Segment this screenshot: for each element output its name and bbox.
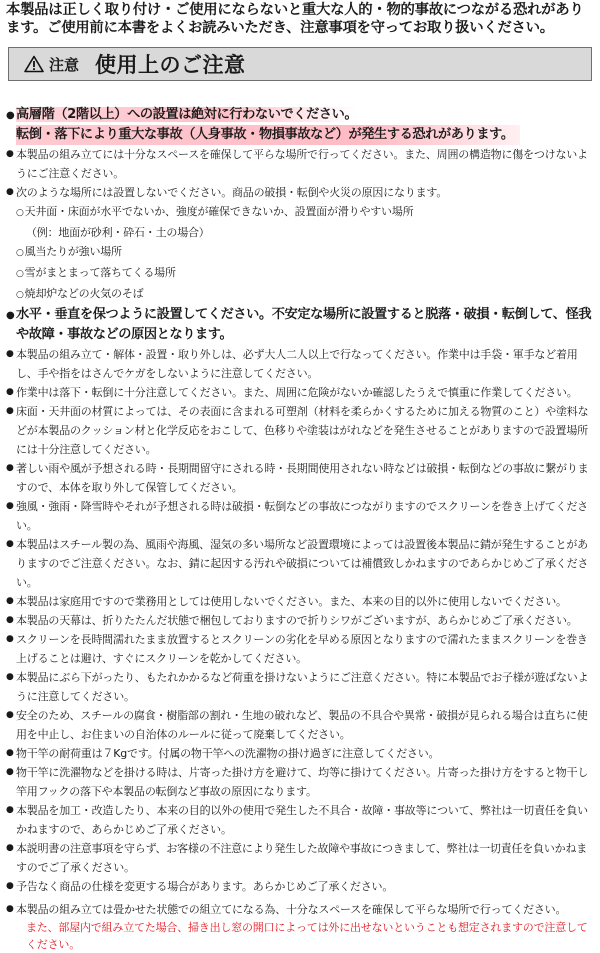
intro-warning-text: 本製品は正しく取り付け・ご使用にならないと重大な人的・物的事故につながる恐れがあります。ご使用前に本書をよくお読みいただき、注意事項を守ってお取り扱いください。 — [6, 2, 584, 36]
item-text: 本製品の天幕は、折りたたんだ状態で梱包しておりますので折りシワがございますが、あらかじめご了承ください。 — [16, 614, 578, 627]
bullet: ● — [6, 187, 14, 197]
item-text: 本説明書の注意事項を守らず、お客様の不注意により発生した故障や事故につきまして、弊社は一切責任を負いかねますのでご了承ください。 — [16, 842, 588, 874]
bullet: ● — [6, 149, 14, 159]
bullet: ● — [6, 310, 15, 321]
item-text: 物干竿の耐荷重は７Kgです。付属の物干竿への洗濯物の掛け過ぎに注意してください。 — [16, 747, 440, 760]
list-item: ● 本製品の組み立ては畳かせた状態での組立てになる為、十分なスペースを確保して平らな場所で行ってください。 また、部屋内で組み立てた場合、掃き出し窓の開口によっては外に出せないということも想定されますので注意してください。 — [6, 900, 594, 953]
list-item: ● 本説明書の注意事項を守らず、お客様の不注意により発生した故障や事故につきまして、弊社は一切責任を負いかねますのでご了承ください。 — [6, 842, 588, 874]
list-item — [6, 183, 594, 202]
item-text: 水平・垂直を保つように設置してください。不安定な場所に設置すると脱落・破損・転倒して、怪我や故障・事故などの原因となります。 — [16, 307, 592, 342]
item-text: 著しい雨や風が予想される時・長期間留守にされる時・長期間使用されない時などは破損・転倒などの事故に繋がりますので、本体を取り外して保管してください。 — [16, 462, 589, 494]
list-item: ● 予告なく商品の仕様を変更する場合があります。あらかじめご了承ください。 — [6, 880, 394, 893]
caution-banner — [8, 47, 592, 81]
list-item: ● 本製品にぶら下がったり、もたれかかるなど荷重を掛けないようにご注意ください。特に本製品でお子様が遊ばないように注意してください。 — [6, 671, 589, 703]
item-text: 床面・天井面の材質によっては、その表面に含まれる可塑剤（材料を柔らかくするために加える物質のこと）や塗料などが本製品のクッション材と化学反応をおこして、色移りや塗装はがれなどを発生させることがありますので設置場所には十分注意してください。 — [16, 405, 589, 456]
sub-item: ○焼却炉などの火気のそば — [16, 287, 144, 300]
item-text: 本製品の組み立てには十分なスペースを確保して平らな場所で行ってください。また、周囲の構造物に傷をつけないようにご注意ください。 — [16, 148, 588, 180]
item-text: 本製品は家庭用ですので業務用としては使用しないでください。また、本来の目的以外に使用しないでください。 — [16, 595, 567, 608]
item-text: 本製品を加工・改造したり、本来の目的以外の使用で発生した不具合・故障・事故等について、弊社は一切責任を負いかねますので、あらかじめご了承ください。 — [16, 804, 588, 836]
item-text: 次のような場所には設置しないでください。商品の破損・転倒や火災の原因になります。 — [16, 186, 448, 199]
item-text: 強風・強雨・降雪時やそれが予想される時は破損・転倒などの事故につながりますのでスクリーンを巻き上げてください。 — [16, 500, 588, 532]
list-item: ● 安全のため、スチールの腐食・樹脂部の割れ・生地の破れなど、製品の不具合や異常・破損が見られる場合は直ちに使用を中止し、お住まいの自治体のルールに従って廃棄してください。 — [6, 709, 588, 741]
item-text: 予告なく商品の仕様を変更する場合があります。あらかじめご了承ください。 — [16, 880, 394, 893]
list-item: ● 床面・天井面の材質によっては、その表面に含まれる可塑剤（材料を柔らかくするために加える物質のこと）や塗料などが本製品のクッション材と化学反応をおこして、色移りや塗装はがれなどを発生させることがありますので設置場所には十分注意してください。 — [6, 405, 589, 456]
sub-item: ○風当たりが強い場所 — [16, 245, 122, 258]
list-item: ● 作業中は落下・転倒に十分注意してください。また、周囲に危険がないか確認したうえで慎重に作業してください。 — [6, 386, 578, 399]
list-item: ● スクリーンを長時間濡れたまま放置するとスクリーンの劣化を早める原因となりますので濡れたままスクリーンを巻き上げることは避け、すぐにスクリーンを乾かしてください。 — [6, 633, 588, 665]
item-text: 転倒・落下により重大な事故（人身事故・物損事故など）が発生する恐れがあります。 — [16, 125, 520, 145]
list-item: ● 本製品を加工・改造したり、本来の目的以外の使用で発生した不具合・故障・事故等について、弊社は一切責任を負いかねますので、あらかじめご了承ください。 — [6, 804, 588, 836]
item-text: 本製品はスチール製の為、風雨や海風、湿気の多い場所など設置環境によっては設置後本製品に錆が発生することがありますのでご注意ください。なお、錆に起因する汚れや破損については補償致しかねますのであらかじめご了承ください。 — [16, 538, 589, 589]
list-item — [6, 105, 594, 145]
item-text: 高層階（2階以上）への設置は絶対に行わないでください。 — [16, 107, 358, 122]
item-text: 本製品にぶら下がったり、もたれかかるなど荷重を掛けないようにご注意ください。特に本製品でお子様が遊ばないように注意してください。 — [16, 671, 589, 703]
item-text: 物干竿に洗濯物などを掛ける時は、片寄った掛け方を避けて、均等に掛けてください。片寄った掛け方をすると物干し竿用フックの落下や本製品の転倒など事故の原因になります。 — [16, 766, 589, 798]
list-item: ● 強風・強雨・降雪時やそれが予想される時は破損・転倒などの事故につながりますのでスクリーンを巻き上げてください。 — [6, 500, 588, 532]
list-item: ● 本製品の天幕は、折りたたんだ状態で梱包しておりますので折りシワがございますが、あらかじめご了承ください。 — [6, 614, 578, 627]
item-text: 本製品の組み立て・解体・設置・取り外しは、必ず大人二人以上で行なってください。作業中は手袋・軍手など着用し、手や指をはさんでケガをしないように注意してください。 — [16, 348, 578, 380]
list-item: ● 本製品の組み立て・解体・設置・取り外しは、必ず大人二人以上で行なってください。作業中は手袋・軍手など着用し、手や指をはさんでケガをしないように注意してください。 — [6, 348, 578, 380]
item-text: 作業中は落下・転倒に十分注意してください。また、周囲に危険がないか確認したうえで慎重に作業してください。 — [16, 386, 578, 399]
sub-item: ○雪がまとまって落ちてくる場所 — [16, 266, 176, 279]
list-item — [6, 145, 594, 183]
item-text: スクリーンを長時間濡れたまま放置するとスクリーンの劣化を早める原因となりますので濡れたままスクリーンを巻き上げることは避け、すぐにスクリーンを乾かしてください。 — [16, 633, 588, 665]
caution-label: 注意 — [49, 55, 80, 74]
list-item: ● 物干竿に洗濯物などを掛ける時は、片寄った掛け方を避けて、均等に掛けてください。片寄った掛け方をすると物干し竿用フックの落下や本製品の転倒など事故の原因になります。 — [6, 766, 589, 798]
list-item: ● 著しい雨や風が予想される時・長期間留守にされる時・長期間使用されない時などは破損・転倒などの事故に繋がりますので、本体を取り外して保管してください。 — [6, 462, 589, 494]
warning-triangle-icon — [23, 54, 45, 74]
sub-item: （例：地面が砂利・砕石・土の場合） — [26, 226, 210, 239]
list-item: ● 物干竿の耐荷重は７Kgです。付属の物干竿への洗濯物の掛け過ぎに注意してください。 — [6, 747, 440, 760]
sub-item: ○天井面・床面が水平でないか、強度が確保できないか、設置面が滑りやすい場所 — [16, 205, 414, 218]
caution-list — [0, 105, 600, 953]
item-text: 本製品の組み立ては畳かせた状態での組立てになる為、十分なスペースを確保して平らな場所で行ってください。 — [16, 903, 567, 916]
list-item: ● 本製品はスチール製の為、風雨や海風、湿気の多い場所など設置環境によっては設置後本製品に錆が発生することがありますのでご注意ください。なお、錆に起因する汚れや破損については補償致しかねますのであらかじめご了承ください。 — [6, 538, 589, 589]
section-title: 使用上のご注意 — [95, 53, 246, 77]
list-item — [6, 305, 594, 345]
bullet: ● — [6, 110, 15, 121]
item-text: 安全のため、スチールの腐食・樹脂部の割れ・生地の破れなど、製品の不具合や異常・破損が見られる場合は直ちに使用を中止し、お住まいの自治体のルールに従って廃棄してください。 — [16, 709, 588, 741]
list-item: ● 本製品は家庭用ですので業務用としては使用しないでください。また、本来の目的以外に使用しないでください。 — [6, 595, 567, 608]
item-text-red: また、部屋内で組み立てた場合、掃き出し窓の開口によっては外に出せないということも想定されますので注意してください。 — [26, 921, 588, 951]
